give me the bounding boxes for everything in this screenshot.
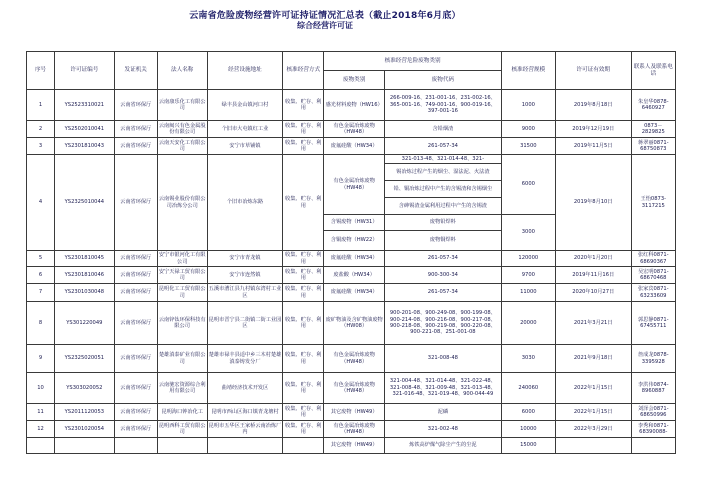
cell-authority: 云南省环保厅 xyxy=(114,302,157,345)
table-row xyxy=(27,284,676,302)
cell-license-no: YS2325010044 xyxy=(55,155,114,251)
cell-seq xyxy=(27,438,55,454)
cell-company: 云南天安化工有限公司 xyxy=(157,138,207,155)
cell-method: 收集、贮存、利用 xyxy=(283,284,324,302)
cell-contact: 张家宾0871-63233609 xyxy=(631,284,675,302)
table-row xyxy=(27,373,676,404)
cell-waste-class: 有色金属冶炼废物（HW48） xyxy=(324,345,385,373)
cell-waste-code: 261-057-34 xyxy=(384,251,501,267)
table-row xyxy=(27,302,676,345)
cell-address xyxy=(207,438,283,454)
cell-contact: 张红科0871-68690367 xyxy=(631,251,675,267)
cell-seq: 11 xyxy=(27,404,55,421)
cell-company xyxy=(157,438,207,454)
cell-license-no: YS301220049 xyxy=(55,302,114,345)
cell-method: 收集、贮存、利用 xyxy=(283,373,324,404)
cell-scale: 240060 xyxy=(501,373,555,404)
header-method: 核准经营方式 xyxy=(283,52,324,90)
cell-address: 昆明市西山区海口镇青龙塘村 xyxy=(207,404,283,421)
cell-method: 收集、贮存、利用 xyxy=(283,345,324,373)
cell-company: 云南锌钛环保科技有限公司 xyxy=(157,302,207,345)
cell-seq: 2 xyxy=(27,121,55,138)
cell-waste-code: 321-002-48 xyxy=(384,421,501,438)
cell-address: 个旧市大屯镇红工业 xyxy=(207,121,283,138)
cell-waste-code: 含砷锡渣金属利用过程中产生的含锡渣 xyxy=(384,198,501,215)
cell-validity: 2020年1月20日 xyxy=(555,251,631,267)
cell-scale: 6000 xyxy=(501,155,555,215)
cell-authority: 云南省环保厅 xyxy=(114,421,157,438)
cell-method: 收集、贮存、利用 xyxy=(283,302,324,345)
cell-scale: 120000 xyxy=(501,251,555,267)
header-waste-class: 废物类别 xyxy=(324,71,385,90)
cell-waste-class: 感光材料废物（HW16） xyxy=(324,90,385,121)
cell-waste-code: 266-009-16、231-001-16、231-002-16、365-001-16、749-001-16、900-019-16、397-001-16 xyxy=(384,90,501,121)
cell-waste-code: 废物铅焊料 xyxy=(384,215,501,231)
cell-scale: 3000 xyxy=(501,215,555,251)
cell-license-no xyxy=(55,438,114,454)
cell-seq: 10 xyxy=(27,373,55,404)
cell-waste-class: 废氟硅酸（HW34） xyxy=(324,284,385,302)
cell-license-no: YS2011120053 xyxy=(55,404,114,421)
cell-company: 安宁市银河化工有限公司 xyxy=(158,252,206,265)
cell-authority: 云南省环保厅 xyxy=(114,138,157,155)
cell-authority: 云南省环保厅 xyxy=(114,121,157,138)
cell-address: 昆明市晋宁县二街镇二街工业园区 xyxy=(207,302,283,345)
cell-waste-code: 261-057-34 xyxy=(384,138,501,155)
cell-validity: 2022年1月15日 xyxy=(555,373,631,404)
cell-waste-code: 900-300-34 xyxy=(384,267,501,284)
cell-authority: 云南省环保厅 xyxy=(114,251,157,267)
cell-validity: 2019年8月18日 xyxy=(555,90,631,121)
cell-waste-code: 含铅烟渣 xyxy=(384,121,501,138)
cell-company: 云南康乐化工有限公司 xyxy=(157,90,207,121)
cell-authority: 云南省环保厅 xyxy=(114,90,157,121)
cell-authority xyxy=(114,438,157,454)
header-waste-code: 废物代码 xyxy=(384,71,501,90)
cell-waste-code: 泥磷 xyxy=(384,404,501,421)
cell-contact: 李洪伟0874-8960887 xyxy=(631,373,675,404)
cell-waste-code: 321-013-48、321-014-48、321- xyxy=(384,155,501,164)
cell-waste-code: 321-008-48 xyxy=(384,345,501,373)
header-validity: 许可证有效期 xyxy=(555,52,631,90)
cell-company: 云南锡业股份有限公司冶炼分公司 xyxy=(157,155,207,251)
cell-seq: 12 xyxy=(27,421,55,438)
cell-contact: 0873－2829825 xyxy=(631,121,675,138)
cell-seq: 7 xyxy=(27,284,55,302)
cell-contact: 吴宏明0871-68670468 xyxy=(631,267,675,284)
cell-waste-class: 有色金属冶炼废物（HW48） xyxy=(324,373,385,404)
cell-validity: 2022年1月15日 xyxy=(555,404,631,421)
cell-waste-class: 有色金属冶炼废物（HW48） xyxy=(324,155,385,215)
cell-authority: 云南省环保厅 xyxy=(114,155,157,251)
cell-seq: 6 xyxy=(27,267,55,284)
cell-scale: 1000 xyxy=(501,90,555,121)
cell-waste-class: 有色金属冶炼废物（HW48） xyxy=(324,121,385,138)
cell-scale: 20000 xyxy=(501,302,555,345)
cell-scale: 3030 xyxy=(501,345,555,373)
table-row xyxy=(27,267,676,284)
cell-contact: 李秀和0871-68390088- xyxy=(631,421,675,438)
cell-authority: 云南省环保厅 xyxy=(114,373,157,404)
cell-company: 安宁天禄工贸有限公司 xyxy=(157,267,207,284)
table-row xyxy=(27,155,676,164)
cell-scale: 15000 xyxy=(501,438,555,454)
cell-validity: 2021年3月21日 xyxy=(555,302,631,345)
cell-method: 收集、贮存、利用 xyxy=(283,90,324,121)
cell-address: 五溪市漕江县九村镇东湾村工业区 xyxy=(207,284,283,302)
header-company: 法人名称 xyxy=(157,52,207,90)
cell-validity xyxy=(555,438,631,454)
cell-company: 昆明西科工贸有限公司 xyxy=(157,421,207,438)
cell-method: 收集、贮存、利用 xyxy=(283,404,324,421)
cell-address: 安宁市草铺镇 xyxy=(207,138,283,155)
cell-authority: 云南省环保厅 xyxy=(114,284,157,302)
header-license-no: 许可证编号 xyxy=(55,52,114,90)
cell-waste-code: 261-057-34 xyxy=(384,284,501,302)
cell-seq: 1 xyxy=(27,90,55,121)
cell-waste-code: 炼铁高炉煤气除尘产生的尘泥 xyxy=(384,438,501,454)
cell-waste-class: 其它废物（HW49） xyxy=(324,404,385,421)
cell-method: 收集、贮存、利用 xyxy=(283,421,324,438)
table-row xyxy=(27,421,676,438)
cell-license-no: YS2325020051 xyxy=(55,345,114,373)
cell-scale: 9700 xyxy=(501,267,555,284)
cell-method xyxy=(283,438,324,454)
license-table xyxy=(26,51,676,454)
cell-waste-class: 废盐酸（HW34） xyxy=(324,267,385,284)
cell-validity: 2019年12月19日 xyxy=(555,121,631,138)
cell-validity: 2019年11月5日 xyxy=(555,138,631,155)
header-seq: 序号 xyxy=(27,52,55,90)
cell-validity: 2022年3月29日 xyxy=(555,421,631,438)
header-authority: 发证机关 xyxy=(114,52,157,90)
cell-address: 安宁市青龙镇 xyxy=(207,251,283,267)
cell-waste-class: 废氟硅酸（HW34） xyxy=(324,251,385,267)
cell-contact: 詹成龙0878-3395928 xyxy=(631,345,675,373)
table-row xyxy=(27,251,676,267)
cell-contact xyxy=(631,438,675,454)
cell-address: 绿丰县金山镇河口村 xyxy=(207,90,283,121)
cell-seq: 9 xyxy=(27,345,55,373)
cell-address: 楚雄市禄丰县适中乡三木村楚雄滇泰铸发分厂 xyxy=(207,345,283,373)
cell-scale: 9000 xyxy=(501,121,555,138)
cell-address: 昆明市五华区王家桥云南冶炼厂内 xyxy=(207,421,283,438)
cell-waste-code: 900-201-08、900-249-08、900-199-08、900-214-08、900-216-08、900-217-08、900-218-08、900-219-08、900-220-08、900-221-08、251-001-08 xyxy=(384,302,501,345)
cell-waste-class: 含铜废物（HW22） xyxy=(324,231,385,251)
cell-company: 楚雄滇泰矿业有限公司 xyxy=(157,345,207,373)
cell-license-no: YS2301020054 xyxy=(55,421,114,438)
cell-contact: 郭思静0871-67455711 xyxy=(631,302,675,345)
cell-address: 安宁市连然镇 xyxy=(207,267,283,284)
cell-validity: 2019年11月16日 xyxy=(555,267,631,284)
cell-license-no: YS2523310021 xyxy=(55,90,114,121)
cell-authority: 云南省环保厅 xyxy=(114,267,157,284)
cell-company: 云南闽兴有色金属股份有限公司 xyxy=(157,121,207,138)
table-row xyxy=(27,404,676,421)
cell-license-no: YS2301810045 xyxy=(55,251,114,267)
cell-scale: 31500 xyxy=(501,138,555,155)
cell-license-no: YS2301810043 xyxy=(55,138,114,155)
cell-method: 收集、贮存、利用 xyxy=(283,121,324,138)
cell-contact: 朱皇华0878-6460927 xyxy=(631,90,675,121)
cell-validity: 2020年10月27日 xyxy=(555,284,631,302)
header-scale: 核准经营规模 xyxy=(501,52,555,90)
cell-scale: 11000 xyxy=(501,284,555,302)
cell-waste-code: 废物铜焊料 xyxy=(384,231,501,251)
document-subtitle: 综合经营许可证 xyxy=(297,21,353,30)
cell-company: 云南驰宏资源综合利用有限公司 xyxy=(157,373,207,404)
header-waste-group: 核准经营危险废物类别 xyxy=(324,52,501,71)
cell-scale: 6000 xyxy=(501,404,555,421)
header-address: 经营设施地址 xyxy=(207,52,283,90)
cell-waste-code: 锡冶炼过程产生的烟尘、湿法泥、火法渣 xyxy=(384,164,501,181)
cell-company: 昆明海口钟冶化工 xyxy=(157,404,207,421)
cell-seq: 3 xyxy=(27,138,55,155)
cell-waste-class: 含锡废物（HW31） xyxy=(324,215,385,231)
cell-waste-class: 其它废物（HW49） xyxy=(324,438,385,454)
cell-license-no: YS303020052 xyxy=(55,373,114,404)
cell-license-no: YS2301810046 xyxy=(55,267,114,284)
cell-waste-class: 有色金属冶炼废物（HW48） xyxy=(324,421,385,438)
cell-waste-class: 废矿物油及含矿物油废物（HW08） xyxy=(324,302,385,345)
cell-license-no: YS2502010041 xyxy=(55,121,114,138)
document-title: 云南省危险废物经营许可证持证情况汇总表（截止2018年6月底） xyxy=(189,11,461,21)
cell-address: 曲靖经济技术开发区 xyxy=(207,373,283,404)
table-row xyxy=(27,345,676,373)
table-row xyxy=(27,121,676,138)
cell-waste-code: 321-004-48、321-014-48、321-022-48、321-008-48、321-009-48、321-013-48、321-016-48、321-019-48、900-044-49 xyxy=(384,373,501,404)
cell-seq: 8 xyxy=(27,302,55,345)
header-contact: 联系人及联系电话 xyxy=(631,52,675,90)
cell-scale: 10000 xyxy=(501,421,555,438)
cell-seq: 5 xyxy=(27,251,55,267)
cell-validity: 2019年8月10日 xyxy=(555,155,631,251)
cell-contact: 王怡0873-3117215 xyxy=(631,155,675,251)
cell-method: 收集、贮存、利用 xyxy=(283,138,324,155)
cell-method: 收集、贮存、利用 xyxy=(283,251,324,267)
cell-license-no: YS2301030048 xyxy=(55,284,114,302)
table-row xyxy=(27,90,676,121)
cell-waste-code: 铅、铜冶炼过程中产生的含锡渣和含锡烟尘 xyxy=(384,181,501,198)
table-row xyxy=(27,138,676,155)
cell-address: 个旧市冶炼东路 xyxy=(207,155,283,251)
cell-method: 收集、贮存、利用 xyxy=(283,267,324,284)
cell-contact: 刘泽会0871-68650996 xyxy=(631,404,675,421)
cell-seq: 4 xyxy=(27,155,55,251)
table-row xyxy=(27,438,676,454)
cell-contact: 蒋翠丽0871-68750873 xyxy=(631,138,675,155)
cell-authority: 云南省环保厅 xyxy=(114,345,157,373)
cell-waste-class: 废氟硅酸（HW34） xyxy=(324,138,385,155)
cell-validity: 2021年9月18日 xyxy=(555,345,631,373)
cell-company: 昆明化工工贸有限公司 xyxy=(157,284,207,302)
cell-authority: 云南省环保厅 xyxy=(114,404,157,421)
cell-method: 收集、贮存、利用 xyxy=(283,155,324,251)
